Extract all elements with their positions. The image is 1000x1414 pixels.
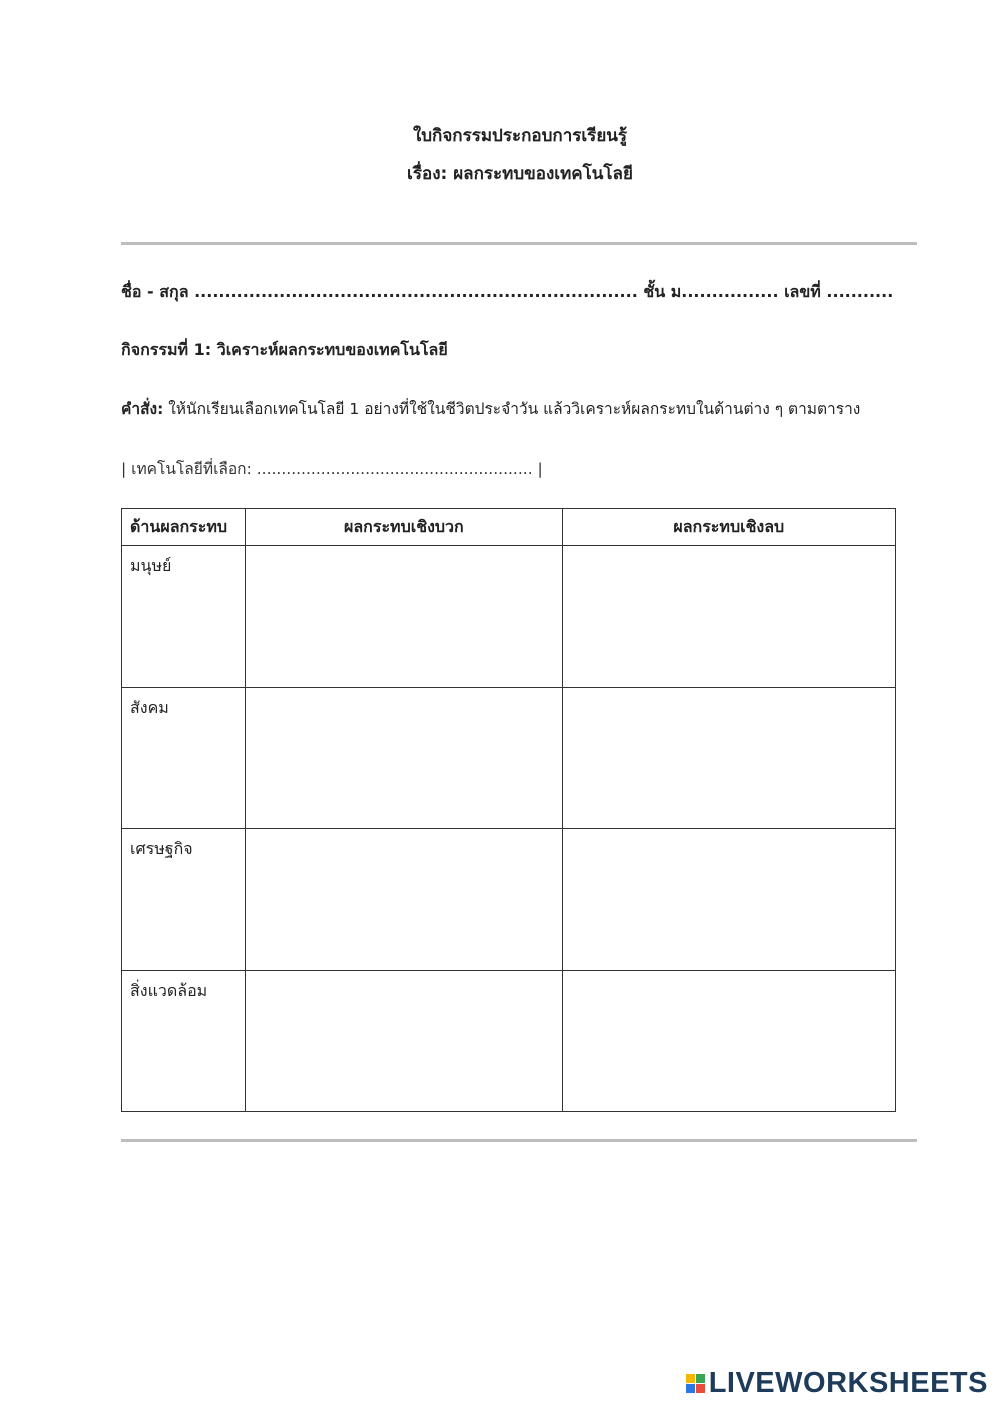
negative-answer-cell[interactable] bbox=[562, 970, 895, 1111]
logo-text: LIVEWORKSHEETS bbox=[708, 1367, 988, 1399]
positive-answer-cell[interactable] bbox=[246, 970, 562, 1111]
worksheet-heading bbox=[0, 124, 1000, 200]
negative-answer-cell[interactable] bbox=[562, 546, 895, 687]
positive-answer-cell[interactable] bbox=[246, 687, 562, 828]
aspect-cell: เศรษฐกิจ bbox=[122, 829, 246, 970]
header-positive: ผลกระทบเชิงบวก bbox=[246, 509, 562, 546]
aspect-cell: มนุษย์ bbox=[122, 546, 246, 687]
activity-title: กิจกรรมที่ 1: วิเคราะห์ผลกระทบของเทคโนโลยี bbox=[121, 340, 448, 359]
student-info-line[interactable]: ชื่อ - สกุล ......................................................................... ชั้น ม................ เลขที่ ........... bbox=[121, 282, 894, 301]
worksheet-subtitle: เรื่อง: ผลกระทบของเทคโนโลยี bbox=[407, 164, 633, 184]
negative-answer-cell[interactable] bbox=[562, 829, 895, 970]
chosen-technology-field[interactable]: | เทคโนโลยีที่เลือก: ........................................................ | bbox=[121, 460, 543, 478]
top-divider bbox=[121, 242, 917, 245]
liveworksheets-mark-icon bbox=[686, 1374, 705, 1393]
aspect-cell: สังคม bbox=[122, 687, 246, 828]
aspect-cell: สิ่งแวดล้อม bbox=[122, 970, 246, 1111]
positive-answer-cell[interactable] bbox=[246, 829, 562, 970]
instruction-label: คำสั่ง: bbox=[121, 400, 164, 418]
header-aspect: ด้านผลกระทบ bbox=[122, 509, 246, 546]
impact-table bbox=[121, 508, 896, 1112]
liveworksheets-logo bbox=[686, 1367, 988, 1400]
table-row bbox=[122, 829, 896, 970]
table-header-row bbox=[122, 509, 896, 546]
instruction-text: ให้นักเรียนเลือกเทคโนโลยี 1 อย่างที่ใช้ในชีวิตประจำวัน แล้ววิเคราะห์ผลกระทบในด้านต่าง ๆ ตามตาราง bbox=[163, 400, 861, 418]
table-row bbox=[122, 546, 896, 687]
table-row bbox=[122, 687, 896, 828]
worksheet-title: ใบกิจกรรมประกอบการเรียนรู้ bbox=[412, 126, 628, 146]
header-negative: ผลกระทบเชิงลบ bbox=[562, 509, 895, 546]
instruction-line bbox=[121, 396, 860, 421]
positive-answer-cell[interactable] bbox=[246, 546, 562, 687]
negative-answer-cell[interactable] bbox=[562, 687, 895, 828]
bottom-divider bbox=[121, 1139, 917, 1142]
table-row bbox=[122, 970, 896, 1111]
